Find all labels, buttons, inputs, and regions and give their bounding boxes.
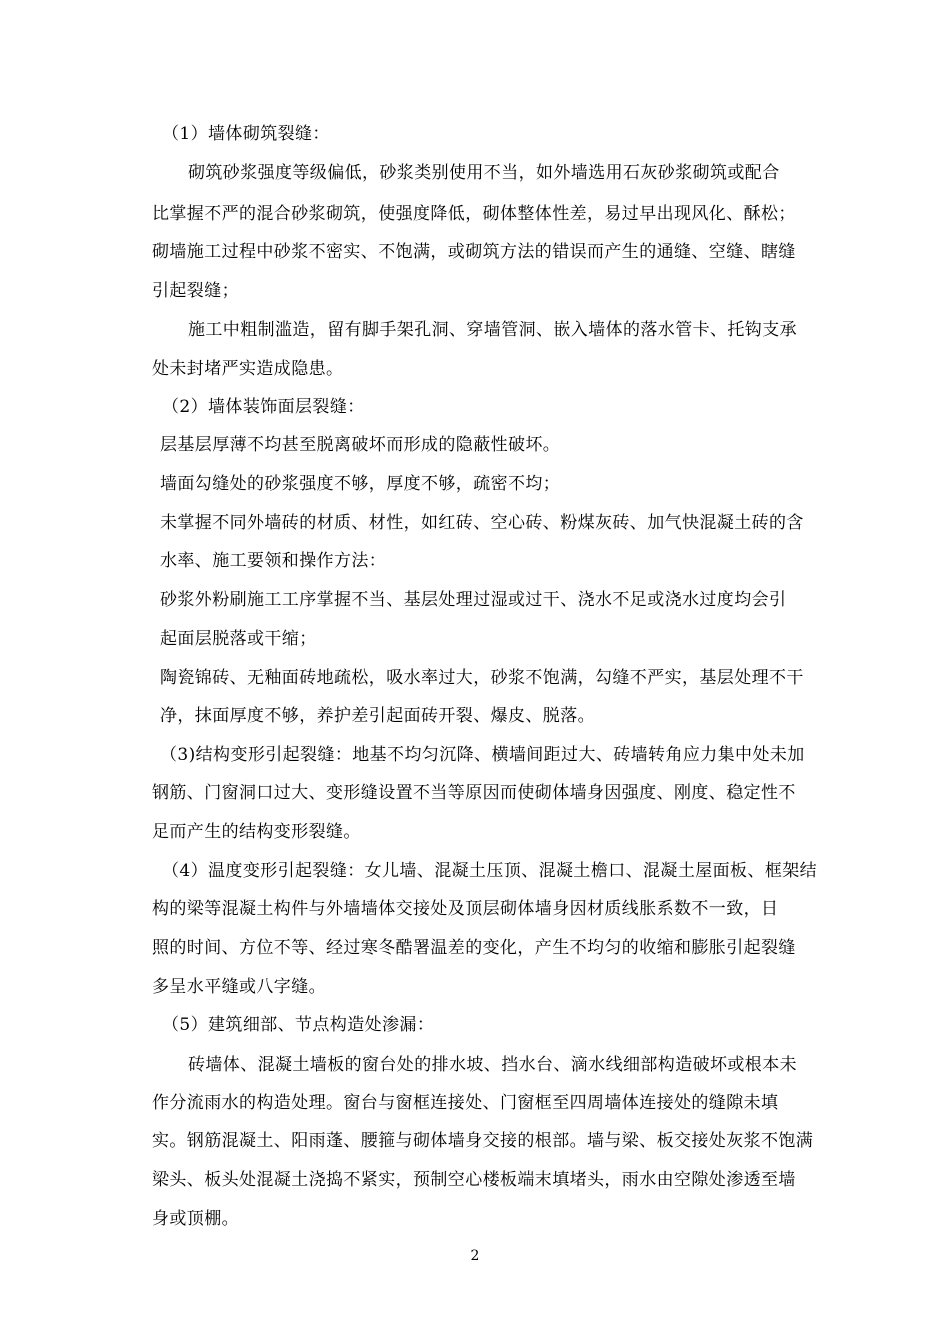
paragraph-line: 砌墙施工过程中砂浆不密实、不饱满，或砌筑方法的错误而产生的通缝、空缝、瞎缝 xyxy=(152,242,796,262)
paragraph-line: 比掌握不严的混合砂浆砌筑，使强度降低，砌体整体性差，易过早出现风化、酥松； xyxy=(152,204,796,224)
paragraph-line: 引起裂缝； xyxy=(152,281,239,301)
paragraph-line: 砖墙体、混凝土墙板的窗台处的排水坡、挡水台、滴水线细部构造破坏或根本未 xyxy=(188,1055,797,1075)
paragraph-line: 砌筑砂浆强度等级偏低，砂浆类别使用不当，如外墙选用石灰砂浆砌筑或配合 xyxy=(188,163,780,183)
heading-finish-layer-cracks: （2）墙体装饰面层裂缝： xyxy=(162,397,365,417)
paragraph-line: 作分流雨水的构造处理。窗台与窗框连接处、门窗框至四周墙体连接处的缝隙未填 xyxy=(152,1093,779,1113)
paragraph-line: 陶瓷锦砖、无釉面砖地疏松，吸水率过大，砂浆不饱满，勾缝不严实，基层处理不干 xyxy=(160,668,804,688)
paragraph-line: 层基层厚薄不均甚至脱离破坏而形成的隐蔽性破坏。 xyxy=(160,435,561,455)
heading-temperature-deformation: （4）温度变形引起裂缝：女儿墙、混凝土压顶、混凝土檐口、混凝土屋面板、框架结 xyxy=(162,861,818,881)
paragraph-line: 构的梁等混凝土构件与外墙墙体交接处及顶层砌体墙身因材质线胀系数不一致，日 xyxy=(152,899,779,919)
paragraph-line: 身或顶棚。 xyxy=(152,1209,239,1229)
paragraph-line: 钢筋、门窗洞口过大、变形缝设置不当等原因而使砌体墙身因强度、刚度、稳定性不 xyxy=(152,783,796,803)
page-number: 2 xyxy=(470,1248,480,1264)
paragraph-line: 实。钢筋混凝土、阳雨蓬、腰箍与砌体墙身交接的根部。墙与梁、板交接处灰浆不饱满 xyxy=(152,1131,814,1151)
heading-building-details-leakage: （5）建筑细部、节点构造处渗漏： xyxy=(162,1015,435,1035)
paragraph-line: 净，抹面厚度不够，养护差引起面砖开裂、爆皮、脱落。 xyxy=(160,706,595,726)
paragraph-line: 施工中粗制滥造，留有脚手架孔洞、穿墙管洞、嵌入墙体的落水管卡、托钩支承 xyxy=(188,320,797,340)
heading-structural-deformation: （3)结构变形引起裂缝：地基不均匀沉降、横墙间距过大、砖墙转角应力集中处未加 xyxy=(160,745,805,765)
heading-masonry-cracks: （1）墙体砌筑裂缝： xyxy=(162,124,330,144)
paragraph-line: 砂浆外粉刷施工工序掌握不当、基层处理过湿或过干、浇水不足或浇水过度均会引 xyxy=(160,590,787,610)
paragraph-line: 足而产生的结构变形裂缝。 xyxy=(152,822,361,842)
paragraph-line: 梁头、板头处混凝土浇捣不紧实，预制空心楼板端末填堵头，雨水由空隙处渗透至墙 xyxy=(152,1170,796,1190)
paragraph-line: 未掌握不同外墙砖的材质、材性，如红砖、空心砖、粉煤灰砖、加气快混凝土砖的含 xyxy=(160,513,804,533)
paragraph-line: 多呈水平缝或八字缝。 xyxy=(152,977,326,997)
paragraph-line: 起面层脱落或干缩； xyxy=(160,629,317,649)
paragraph-line: 墙面勾缝处的砂浆强度不够，厚度不够，疏密不均； xyxy=(160,474,561,494)
paragraph-line: 水率、施工要领和操作方法： xyxy=(160,551,387,571)
paragraph-line: 照的时间、方位不等、经过寒冬酷署温差的变化，产生不均匀的收缩和膨胀引起裂缝 xyxy=(152,938,796,958)
paragraph-line: 处未封堵严实造成隐患。 xyxy=(152,359,344,379)
